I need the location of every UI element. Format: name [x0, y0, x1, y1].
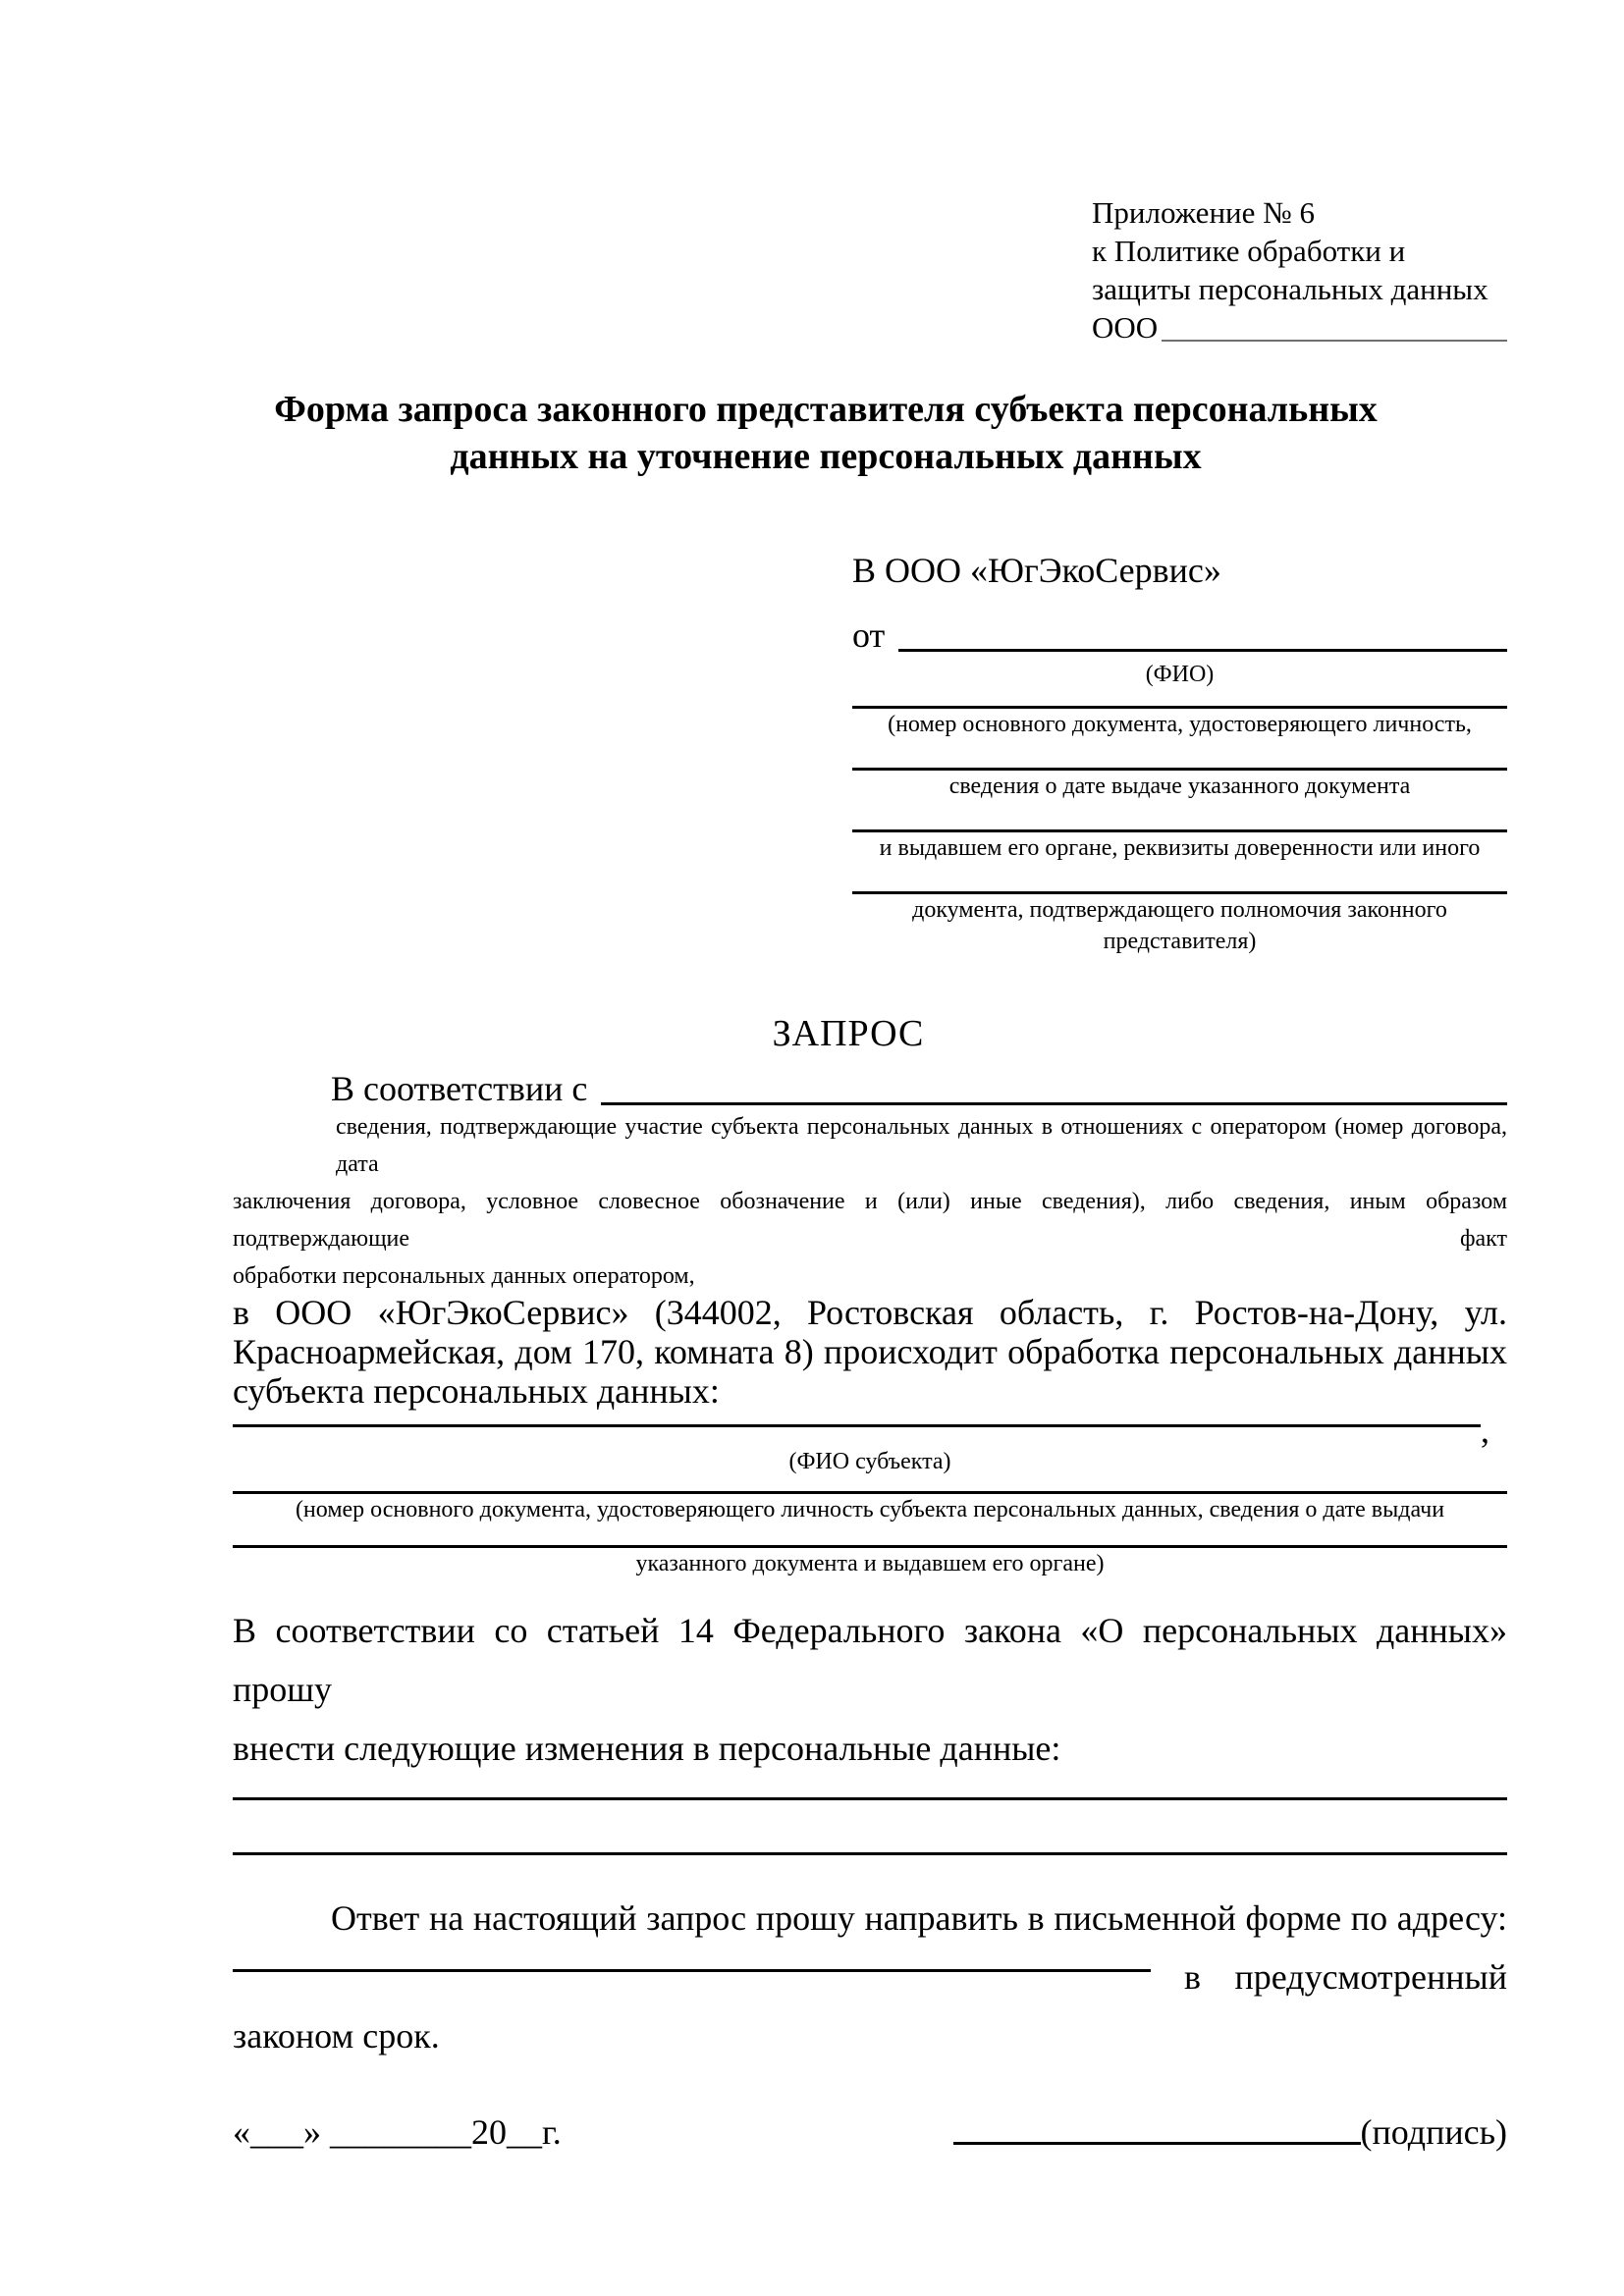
subject-fio-caption: (ФИО субъекта) — [788, 1449, 951, 1474]
operator-paragraph-line-2: Красноармейская, дом 170, комната 8) происходит обработка персональных данных — [233, 1332, 1507, 1371]
from-row — [852, 612, 1507, 659]
accordance-label: В соответствии с — [331, 1069, 588, 1108]
subject-fio-comma: , — [1481, 1411, 1489, 1450]
signature-group — [953, 2109, 1507, 2156]
changes-blank-line-1[interactable] — [233, 1797, 1507, 1800]
date-line: «___» ________20__г. — [233, 2112, 562, 2152]
footer-row — [233, 2109, 1507, 2156]
annex-line-3: защиты персональных данных — [1092, 272, 1489, 306]
reply-address-blank-line[interactable] — [233, 1948, 1151, 1972]
annex-line-1: Приложение № 6 — [1092, 195, 1315, 230]
reply-paragraph-line-3: законом срок. — [233, 2016, 440, 2056]
reply-address-row — [233, 1948, 1507, 2006]
article-paragraph — [233, 1601, 1507, 1778]
subject-fio-blank-line[interactable] — [233, 1413, 1481, 1427]
accordance-note-line-1: сведения, подтверждающие участие субъекта персональных данных в отношениях с оператором (номер договора, дата — [336, 1114, 1507, 1177]
addressee-to: В ООО «ЮгЭкоСервис» — [852, 551, 1221, 590]
fio-caption: (ФИО) — [1145, 662, 1215, 687]
company-name-blank-line[interactable] — [1162, 340, 1507, 342]
representative-doc-caption-2: сведения о дате выдаче указанного документа — [948, 774, 1411, 799]
signature-blank-line[interactable] — [953, 2142, 1361, 2145]
subject-doc-caption-2: указанного документа и выдавшем его органе) — [635, 1551, 1105, 1576]
article-paragraph-line-2: внести следующие изменения в персональные данные: — [233, 1729, 1061, 1768]
subject-fio-row — [233, 1413, 1507, 1448]
operator-paragraph-line-3: субъекта персональных данных: — [233, 1371, 720, 1411]
subject-doc-caption-1: (номер основного документа, удостоверяющего личность субъекта персональных данных, сведения о дате выдачи — [295, 1497, 1445, 1522]
annex-company-row — [1092, 308, 1507, 347]
reply-word-2: предусмотренный — [1234, 1957, 1507, 1997]
signature-caption: (подпись) — [1360, 2112, 1507, 2152]
annex-block — [1092, 193, 1507, 347]
form-title-line-1: Форма запроса законного представителя субъекта персональных — [274, 389, 1378, 430]
accordance-note-line-3: обработки персональных данных оператором, — [233, 1263, 695, 1289]
form-title — [189, 386, 1463, 480]
reply-paragraph-line-1: Ответ на настоящий запрос прошу направить в письменной форме по адресу: — [331, 1898, 1507, 1938]
addressee-block — [852, 547, 1507, 957]
company-prefix-label: ООО — [1092, 310, 1159, 345]
annex-line-2: к Политике обработки и — [1092, 234, 1406, 268]
representative-doc-caption-3: и выдавшем его органе, реквизиты доверенности или иного — [879, 835, 1481, 861]
operator-paragraph-line-1: в ООО «ЮгЭкоСервис» (344002, Ростовская область, г. Ростов-на-Дону, ул. — [233, 1293, 1507, 1332]
document-body — [233, 0, 1507, 2156]
from-label: от — [852, 615, 886, 655]
accordance-row — [233, 1065, 1507, 1112]
reply-word-1: в — [1184, 1957, 1202, 1997]
accordance-blank-line[interactable] — [601, 1065, 1507, 1105]
operator-paragraph — [233, 1293, 1507, 1411]
form-title-line-2: данных на уточнение персональных данных — [450, 436, 1202, 477]
request-heading: ЗАПРОС — [772, 1013, 925, 1054]
changes-blank-line-2[interactable] — [233, 1852, 1507, 1855]
reply-paragraph — [233, 1889, 1507, 2065]
article-paragraph-line-1: В соответствии со статьей 14 Федерального закона «О персональных данных» прошу — [233, 1611, 1507, 1709]
accordance-note — [233, 1108, 1507, 1295]
accordance-note-line-2: заключения договора, условное словесное обозначение и (или) иные сведения), либо сведения, иным образом подтверждающие факт — [233, 1189, 1507, 1252]
representative-doc-caption-4: документа, подтверждающего полномочия законного представителя) — [912, 897, 1447, 954]
from-fio-blank-line[interactable] — [898, 612, 1507, 652]
representative-doc-caption-1: (номер основного документа, удостоверяющего личность, — [888, 712, 1472, 737]
